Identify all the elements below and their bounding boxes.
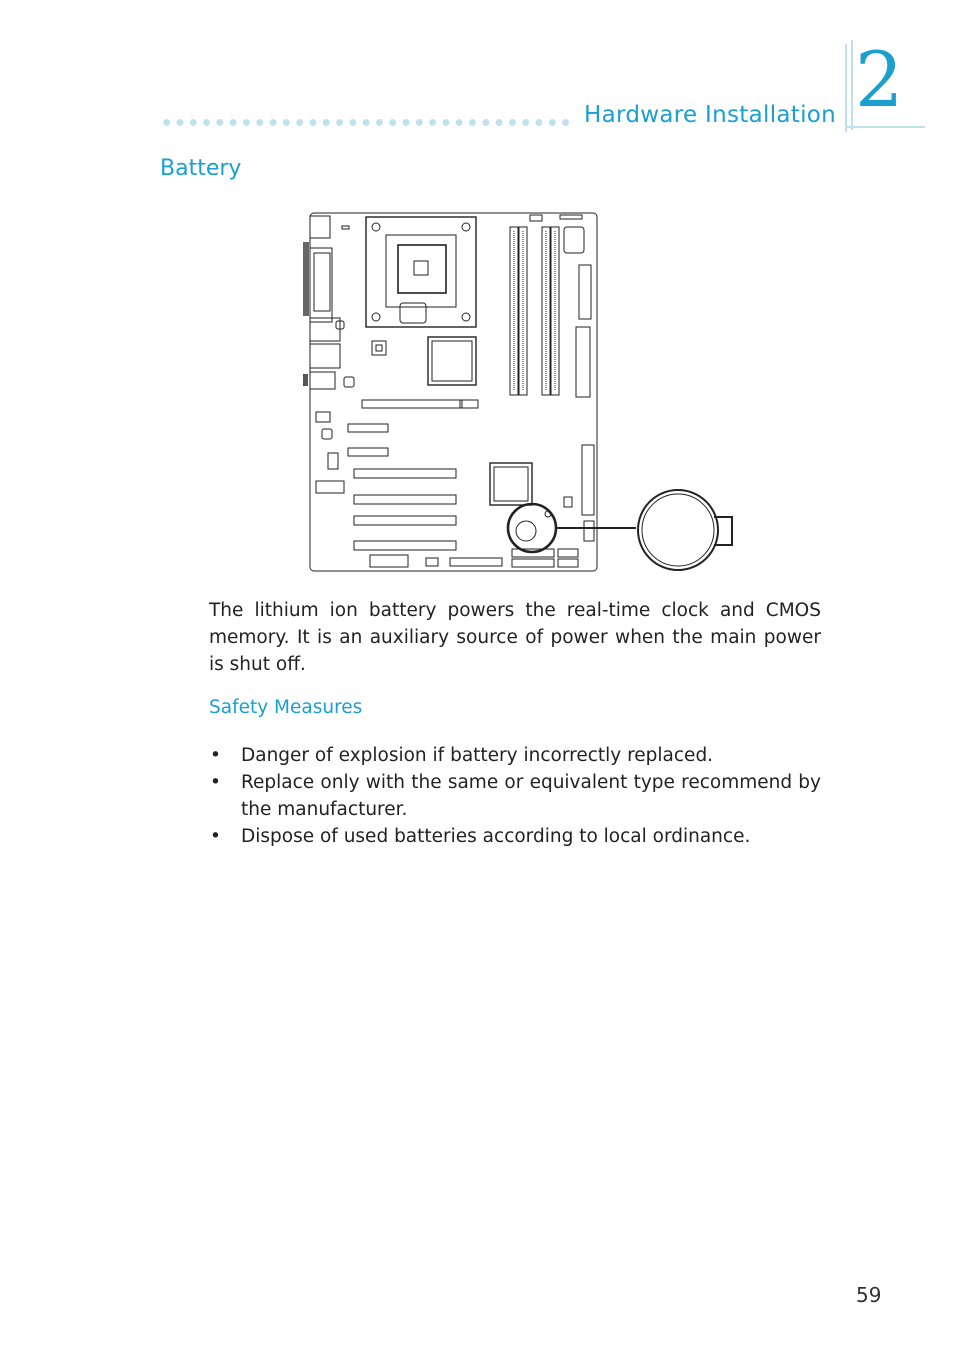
page-number: 59 [856,1283,882,1307]
list-item: • Danger of explosion if battery incorrectly replaced. [209,742,821,769]
safety-list [209,742,821,850]
header-dots-decoration [160,118,572,127]
safety-measures-heading: Safety Measures [209,697,363,718]
list-item: • Dispose of used batteries according to local ordinance. [209,823,821,850]
bullet-icon: • [210,745,221,766]
battery-callout-icon [638,490,732,570]
motherboard-diagram [300,205,760,580]
list-item: • Replace only with the same or equivalent type recommend by the manufacturer. [209,769,821,823]
body-paragraph: The lithium ion battery powers the real-time clock and CMOS memory. It is an auxiliary source of power when the main power is shut off. [209,600,821,675]
section-title: Hardware Installation [584,102,837,128]
chapter-number: 2 [855,35,904,124]
bullet-icon: • [210,826,221,847]
bullet-icon: • [210,772,221,793]
page-heading: Battery [160,156,242,181]
